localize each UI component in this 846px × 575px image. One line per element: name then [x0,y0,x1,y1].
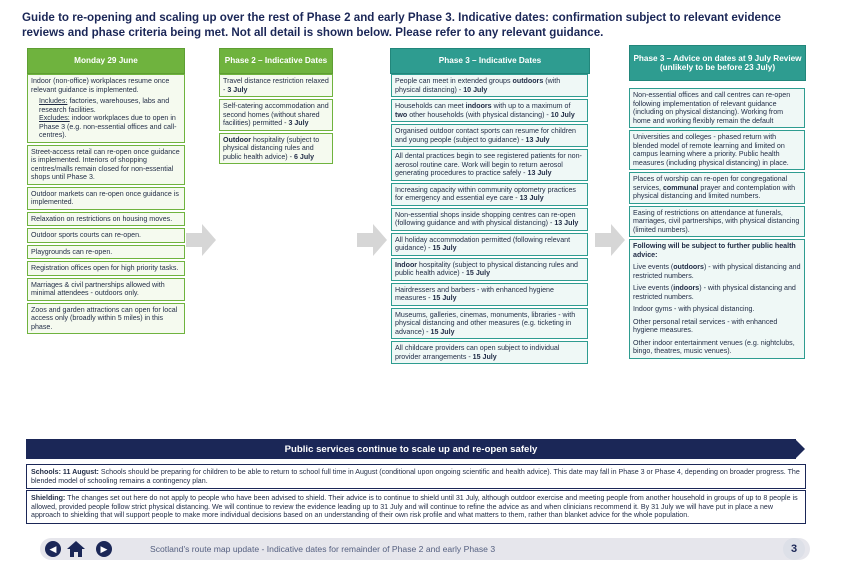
schools-note [26,464,806,489]
excludes-label: Excludes: [39,114,70,122]
cell-date: 15 July [465,269,491,277]
cell-text: with up to a maximum of [491,102,571,110]
list-item [391,74,588,97]
cell-date: 3 July [288,119,309,127]
list-item [219,74,333,97]
cell-text: All holiday accommodation permitted (following relevant guidance) - [395,235,571,252]
column-heading-monday: Monday 29 June [27,48,185,74]
schools-label: Schools: 11 August: [31,468,99,476]
cell-text: Hairdressers and barbers - with enhanced hygiene measures - [395,285,554,302]
list-item [391,233,588,256]
cell-date: 13 July [554,219,579,227]
list-item [391,208,588,231]
list-item [219,133,333,165]
cell-text: People can meet in extended groups [395,77,513,85]
list-item [391,341,588,364]
arrow-right-icon [186,224,216,256]
cell-date: 10 July [463,85,488,94]
list-item: Playgrounds can re-open. [27,245,185,260]
cell-text: Museums, galleries, cinemas, monuments, libraries - with physical distancing and other measures (e.g. ticketing in advance) - [395,310,576,336]
list-item: Zoos and garden attractions can open for local access only (broadly within 5 miles) in this phase. [27,303,185,335]
cell-text: Places of worship can re-open for congregational services, [633,175,788,192]
list-item: Universities and colleges - phased return with blended model of remote learning and limited on campus learning where a priority. Public health measures (including physical distancing) in place. [629,130,805,170]
includes-text: factories, warehouses, labs and research facilities. [39,97,170,114]
cell-text: Non-essential shops inside shopping centres can re-open (following guidance and with physical distancing) - [395,210,576,227]
column-phase3-advice [629,88,805,361]
cell-text: Organised outdoor contact sports can resume for children and young people (subject to guidance) - [395,127,576,144]
cell-date: 3 July [227,85,248,94]
cell-date: 13 July [519,194,544,202]
banner-arrow-tip [795,439,805,459]
arrow-right-icon [357,224,387,256]
list-item: Relaxation on restrictions on housing moves. [27,212,185,227]
cell-text: other households (with physical distancing) - [407,110,551,119]
cell-date: 13 July [525,135,550,144]
cell-includes [31,97,181,114]
home-icon[interactable] [66,539,86,559]
cell-text: hospitality (subject to physical distancing rules and public health advice) - [395,260,578,277]
cell-text: hospitality (subject to physical distancing rules and public health advice) - [223,135,320,161]
sub-item: Other personal retail services - with enhanced hygiene measures. [633,317,778,334]
cell-date: 13 July [527,169,552,177]
column-monday [27,74,185,336]
cell-date: 10 July [550,110,575,119]
list-item: Easing of restrictions on attendance at funerals, marriages, civil partnerships, with physical distancing (limited numbers). [629,206,805,238]
excludes-text: indoor workplaces due to open in Phase 3 (e.g. non-essential offices and call-centres). [39,114,177,139]
cell-text: ) - with physical distancing and restricted numbers. [633,284,796,301]
cell-date: 15 July [432,294,457,302]
arrow-right-icon [595,224,625,256]
sub-item: Indoor gyms - with physical distancing. [633,305,755,313]
cell-date: 15 July [472,352,497,361]
shielding-label: Shielding: [31,494,66,502]
list-item: Marriages & civil partnerships allowed with minimal attendees - outdoors only. [27,278,185,301]
list-item [391,99,588,122]
list-item [629,172,805,204]
list-item [391,124,588,147]
cell-text: Increasing capacity within community optometry practices for emergency and essential eye care - [395,185,576,202]
sub-item: Other indoor entertainment venues (e.g. nightclubs, bingo, theatres, music venues). [633,338,795,355]
cell-text: Live events ( [633,263,674,271]
cell-text: prayer and contemplation with physical distancing and limited numbers. [633,183,796,200]
cell-date: 6 July [293,152,315,161]
cell-emphasis: communal [662,183,699,192]
cell-text: (with physical distancing) - [395,77,561,94]
cell-excludes [31,114,181,140]
list-item [391,149,588,181]
cell-text: Self-catering accommodation and second homes (without shared facilities) permitted - [223,102,329,127]
cell-emphasis: outdoors [673,263,704,271]
sub-item [633,284,801,301]
cell-emphasis: Indoor [395,260,418,269]
column-heading-phase3: Phase 3 – Indicative Dates [390,48,590,74]
list-item [391,283,588,306]
list-item: Outdoor markets can re-open once guidance is implemented. [27,187,185,210]
cell-text: Households can meet [395,102,466,110]
list-item [219,99,333,131]
page-number: 3 [783,538,805,560]
prev-page-icon[interactable]: ◀ [45,541,61,557]
cell-date: 15 July [432,244,457,252]
page-title: Guide to re-opening and scaling up over the rest of Phase 2 and early Phase 3. Indicative dates: confirmation subject to relevant evidence reviews and phase criteria being met. Not all detail is shown below. Please refer to any relevant guidance. [22,11,781,39]
footer-title: Scotland's route map update - Indicative dates for remainder of Phase 2 and early Phase 3 [150,544,496,554]
shielding-text: The changes set out here do not apply to people who have been advised to shield. Their advice is to continue to shield until 31 July, although outdoor exercise and meeting people from another household in groups of up to 8 people is allowed, provided people follow strict physical distancing. We will continue to review the evidence leading up to 31 July and will continue to refine the advice as and when clinicians recommend it. By 31 July we will have put in place a new approach to shielding that will support people to make more individual decisions based on an understanding of their own risk profile and what matters to them, rather than blanket advice for the whole population. [31,494,798,519]
next-page-icon[interactable]: ▶ [96,541,112,557]
list-item [391,258,588,281]
list-item: Outdoor sports courts can re-open. [27,228,185,243]
cell-text: ) - with physical distancing and restricted numbers. [633,263,801,280]
list-item [391,308,588,340]
schools-text: Schools should be preparing for children to be able to return to school full time in August (conditional upon ongoing scientific and health advice). This date may fall in Phase 3 or Phase 4, depending on broader progress. The blended model of schooling remains a contingency plan. [31,468,800,485]
cell-text: All dental practices begin to see registered patients for non-aerosol routine care. Work will begin to return aerosol generating procedures to practice safely - [395,152,582,177]
list-item [391,183,588,206]
list-item: Registration offices open for high priority tasks. [27,261,185,276]
cell-text: Travel distance restriction relaxed - [223,77,329,94]
list-item [27,74,185,143]
shielding-note [26,490,806,524]
cell-heading: Following will be subject to further public health advice: [633,242,796,259]
column-phase2 [219,74,333,166]
cell-emphasis: indoors [673,284,700,292]
sub-item [633,263,801,280]
cell-text: All childcare providers can open subject to individual provider arrangements - [395,344,560,361]
cell-text: Live events ( [633,284,674,292]
cell-date: 15 July [430,327,455,336]
list-item: Non-essential offices and call centres can re-open following implementation of relevant guidance (including on physical distancing). Working from home and working flexibly remain the default [629,88,805,128]
cell-emphasis: Outdoor [223,135,251,144]
column-phase3 [391,74,588,366]
list-item [629,239,805,359]
public-services-banner: Public services continue to scale up and re-open safely [26,439,796,459]
column-heading-phase3-advice: Phase 3 – Advice on dates at 9 July Review (unlikely to be before 23 July) [629,45,806,81]
includes-label: Includes: [39,97,68,105]
column-heading-phase2: Phase 2 – Indicative Dates [219,48,333,74]
list-item: Street-access retail can re-open once guidance is implemented. Interiors of shopping centres/malls remain closed for non-essential shops until Phase 3. [27,145,185,185]
cell-emphasis: outdoors [512,77,544,85]
cell-emphasis: indoors [465,102,492,110]
cell-emphasis: two [395,110,408,119]
cell-text: Indoor (non-office) workplaces resume once relevant guidance is implemented. [31,77,170,94]
